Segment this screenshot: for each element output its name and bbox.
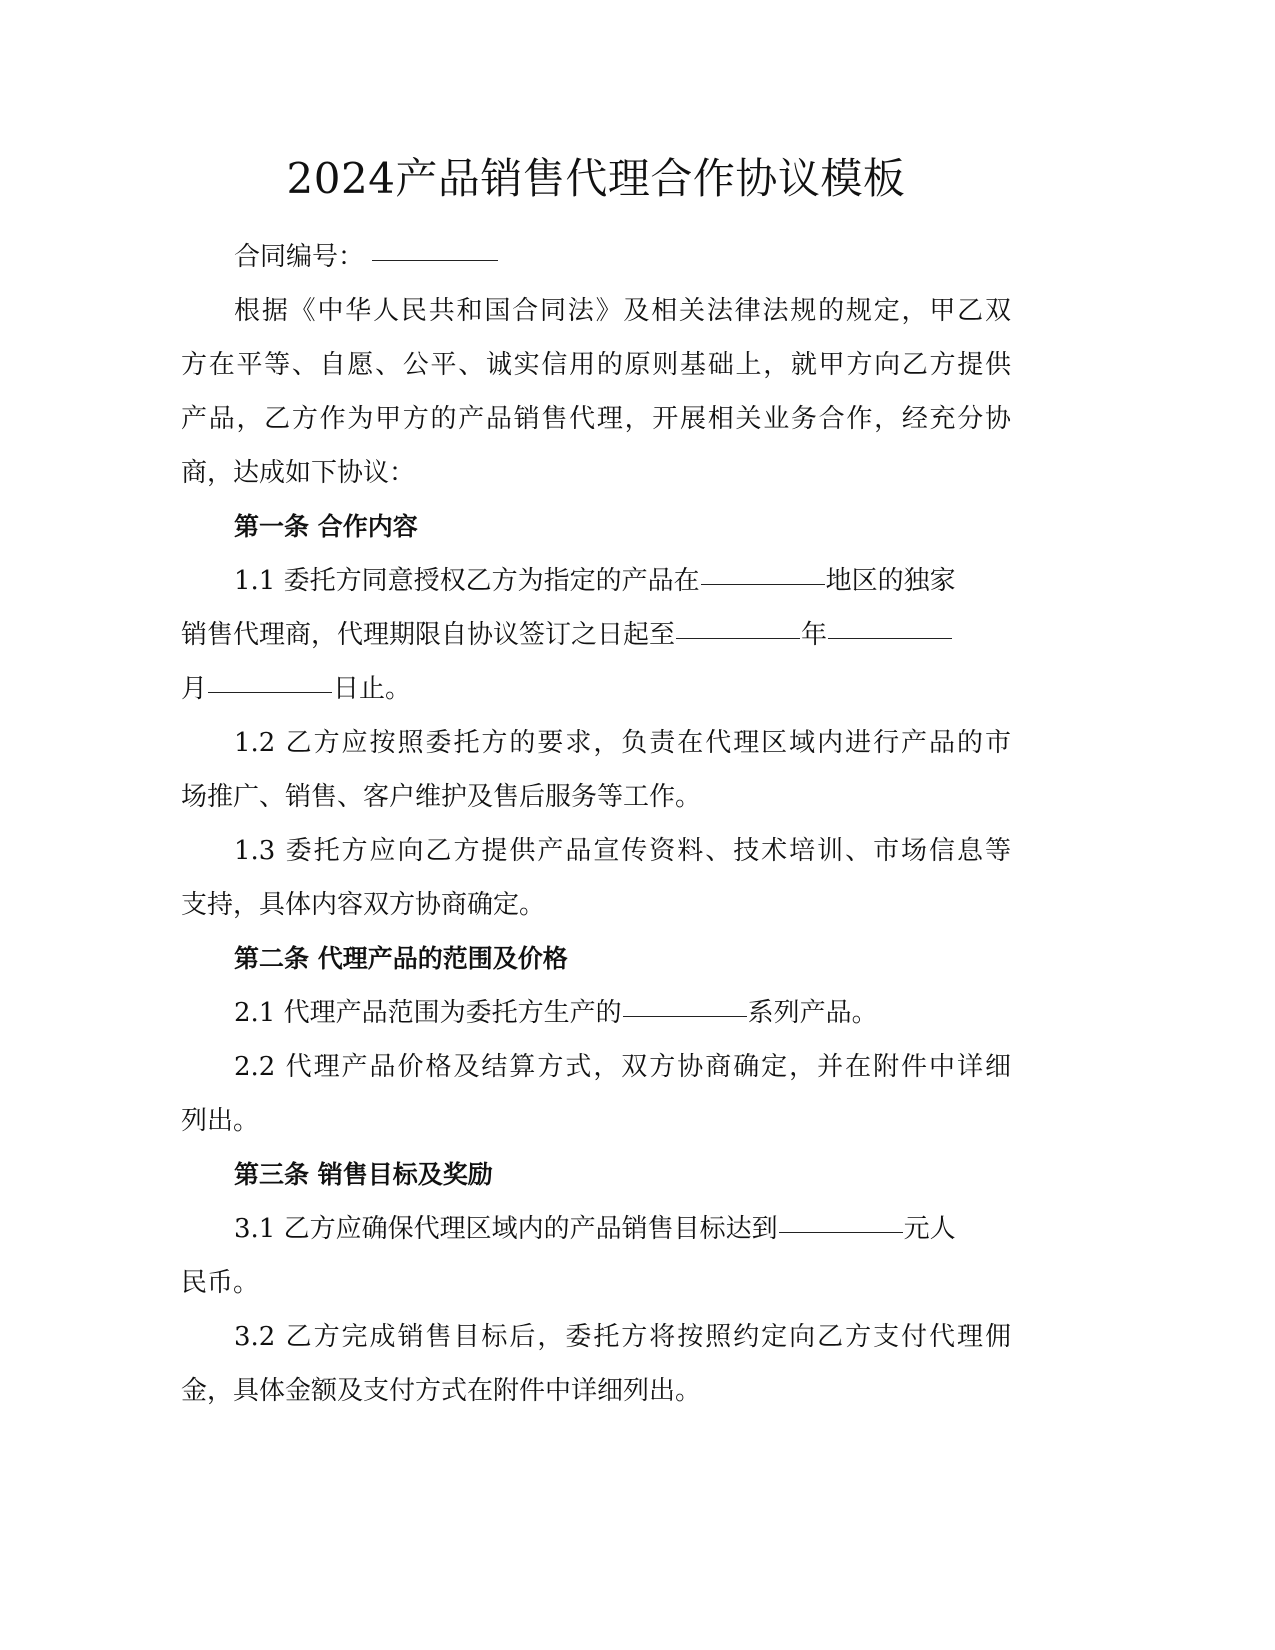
clause-1-2-line: 场推广、销售、客户维护及售后服务等工作。 [181,782,702,812]
article-3-heading: 第三条 销售目标及奖励 [234,1160,493,1189]
clause-1-2 [181,716,1011,824]
clause-1-1-text: 月 [181,674,208,704]
clause-3-1-text: 元人 [903,1214,956,1244]
clause-1-3-line: 1.3 委托方应向乙方提供产品宣传资料、技术培训、市场信息等 [234,836,1011,866]
product-series-blank [623,1015,747,1017]
clause-3-2 [181,1310,1011,1418]
intro-line: 方在平等、自愿、公平、诚实信用的原则基础上，就甲方向乙方提供 [181,350,1011,380]
month-blank [828,637,952,639]
document-title: 2024产品销售代理合作协议模板 [286,154,906,203]
article-2-heading: 第二条 代理产品的范围及价格 [234,944,568,973]
clause-2-1-text: 系列产品。 [747,998,878,1028]
intro-paragraph [181,284,1011,500]
clause-1-2-line: 1.2 乙方应按照委托方的要求，负责在代理区域内进行产品的市 [234,728,1011,758]
clause-3-1 [181,1202,1011,1310]
clause-2-2 [181,1040,1011,1148]
clause-1-1-text: 日止。 [333,674,412,704]
clause-3-2-line: 金，具体金额及支付方式在附件中详细列出。 [181,1376,702,1406]
clause-1-1-text: 销售代理商，代理期限自协议签订之日起至 [181,620,676,650]
intro-line: 商，达成如下协议： [181,458,416,488]
region-blank [701,583,825,585]
contract-number-blank [372,259,498,261]
clause-1-1-text: 1.1 委托方同意授权乙方为指定的产品在 [234,566,700,596]
clause-3-1-line1 [181,1202,1011,1256]
clause-3-2-line: 3.2 乙方完成销售目标后，委托方将按照约定向乙方支付代理佣 [234,1322,1011,1352]
clause-1-3-line: 支持，具体内容双方协商确定。 [181,890,546,920]
clause-1-1 [181,554,1011,716]
article-1-heading: 第一条 合作内容 [234,512,418,541]
clause-1-3 [181,824,1011,932]
clause-3-1-text: 3.1 乙方应确保代理区域内的产品销售目标达到 [234,1214,778,1244]
clause-2-2-line: 列出。 [181,1106,260,1136]
intro-line: 根据《中华人民共和国合同法》及相关法律法规的规定，甲乙双 [234,296,1011,326]
clause-1-1-text: 年 [801,620,828,650]
sales-target-blank [779,1231,903,1233]
contract-number-label: 合同编号： [234,242,365,272]
clause-2-1-text: 2.1 代理产品范围为委托方生产的 [234,998,622,1028]
document-body [181,140,1011,1418]
clause-3-1-line2: 民币。 [181,1268,260,1298]
intro-line: 产品，乙方作为甲方的产品销售代理，开展相关业务合作，经充分协 [181,404,1011,434]
contract-number-line [181,230,1011,284]
clause-1-1-line2 [181,608,1011,662]
clause-1-1-line1 [181,554,1011,608]
clause-2-1-line [181,986,1011,1040]
clause-2-1 [181,986,1011,1040]
clause-1-1-text: 地区的独家 [825,566,956,596]
year-blank [676,637,800,639]
clause-2-2-line: 2.2 代理产品价格及结算方式，双方协商确定，并在附件中详细 [234,1052,1011,1082]
day-blank [208,691,332,693]
clause-1-1-line3 [181,662,1011,716]
